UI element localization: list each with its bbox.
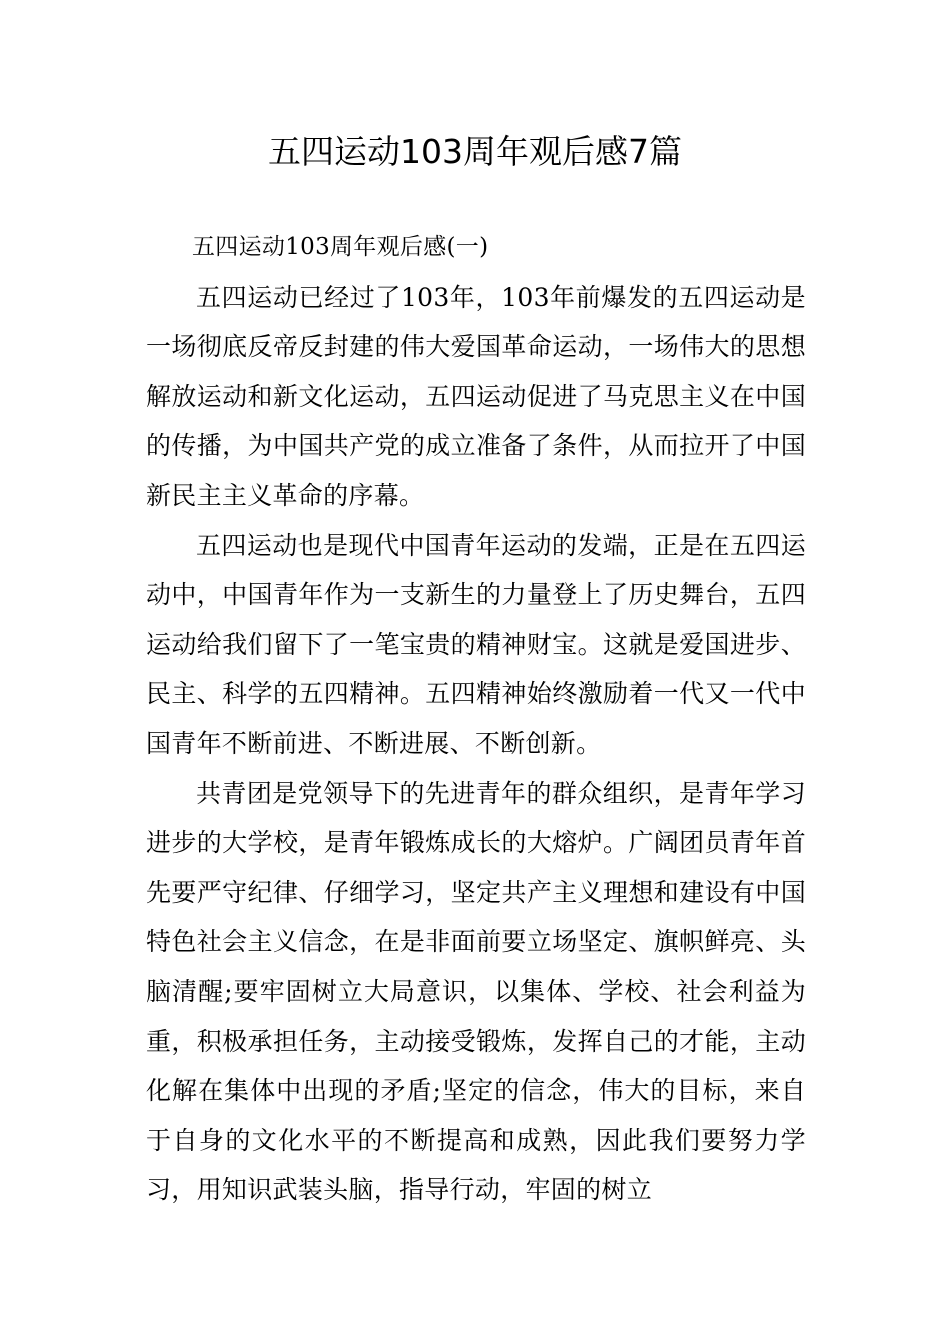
section-heading: 五四运动103周年观后感(一) (192, 234, 489, 260)
document-title: 五四运动103周年观后感7篇 (268, 132, 682, 171)
paragraph: 五四运动已经过了103年，103年前爆发的五四运动是一场彻底反帝反封建的伟大爱国革命运动，一场伟大的思想解放运动和新文化运动，五四运动促进了马克思主义在中国的传播，为中国共产党的成立准备了条件，从而拉开了中国新民主主义革命的序幕。 (146, 282, 806, 510)
paragraph: 共青团是党领导下的先进青年的群众组织，是青年学习进步的大学校，是青年锻炼成长的大熔炉。广阔团员青年首先要严守纪律、仔细学习，坚定共产主义理想和建设有中国特色社会主义信念，在是非面前要立场坚定、旗帜鲜亮、头脑清醒;要牢固树立大局意识，以集体、学校、社会利益为重，积极承担任务，主动接受锻炼，发挥自己的才能，主动化解在集体中出现的矛盾;坚定的信念，伟大的目标，来自于自身的文化水平的不断提高和成熟，因此我们要努力学习，用知识武装头脑，指导行动，牢固的树立 (146, 778, 806, 1205)
document-body (146, 223, 806, 1215)
paragraph: 五四运动也是现代中国青年运动的发端，正是在五四运动中，中国青年作为一支新生的力量登上了历史舞台，五四运动给我们留下了一笔宝贵的精神财宝。这就是爱国进步、民主、科学的五四精神。五四精神始终激励着一代又一代中国青年不断前进、不断进展、不断创新。 (146, 530, 806, 758)
